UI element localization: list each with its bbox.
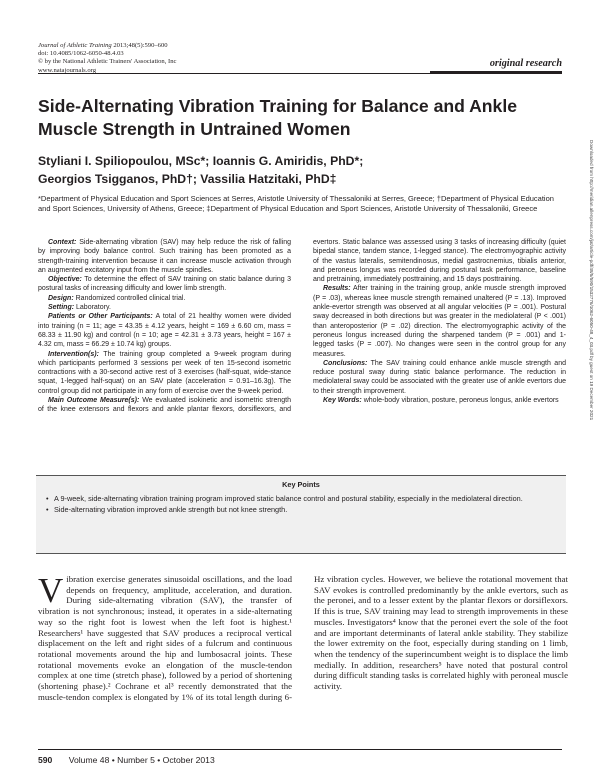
citation: 2013;48(5):590–600 xyxy=(113,42,168,49)
section-label: original research xyxy=(489,58,562,69)
abstract-design: Design: Randomized controlled clinical trial. xyxy=(48,294,186,302)
abstract-outcome: Main Outcome Measure(s): We evaluated isokinetic and isometric strength of the knee extensors and flexors and ankle plantar flexors, dorsiflexors, and evertors. Static balance was assessed using 3 tasks of increasing difficulty (quiet bipedal stance, tandem stance, 1-legged stance). The electromyographic activity of the vastus lateralis, semitendinosus, medial gastrocnemius, tibialis anterior, and peroneus longus was recorded during postural task performance, baseline and pretraining, immediately posttraining, and 15 days posttraining. xyxy=(38,239,566,414)
abstract-results: Results: After training in the training group, ankle muscle strength improved (P = .03), whereas knee muscle strength remained unaltered (P = .13). Improved ankle-evertor strength was observed at all angular velocities (P = .001). Postural sway decreased in both directions but was greater in the mediolateral (P < .001) than anteroposterior (P = .02) direction. The electromyographic activity of the peroneus longus increased during the sharpened tandem (P = .001) and 1-legged tasks (P = .007). No changes were seen in the control group for any measures. xyxy=(313,285,566,358)
download-notice[interactable]: Downloaded from http://meridian.allenpress.com/jat/article-pdf/48/5/590/1532776/1062-6050-48_4_03.pdf by guest on 19 December 2021 xyxy=(589,140,594,421)
author-line-2: Georgios Tsigganos, PhD†; Vassilia Hatzitaki, PhD‡ xyxy=(38,171,337,186)
abstract-setting: Setting: Laboratory. xyxy=(48,304,111,312)
copyright: © by the National Athletic Trainers' Association, Inc xyxy=(38,58,177,66)
header-rule-accent xyxy=(430,71,562,73)
header-rule xyxy=(38,73,562,74)
abstract-objective: Objective: To determine the effect of SAV training on static balance during 3 postural tasks of increasing difficulty and lower limb strength. xyxy=(38,276,291,293)
issue-info: Volume 48 • Number 5 • October 2013 xyxy=(68,755,215,765)
key-points-title: Key Points xyxy=(282,480,320,489)
body-paragraph: Vibration exercise generates sinusoidal oscillations, and the load depends on frequency, amplitude, acceleration, and duration. During side-alternating vibration (SAV), the transfer of vibration is not synchronous; instead, it operates in a side-alternating way so the right foot is lowest when the left foot is highest.¹ Researchers¹ have suggested that SAV produces a reciprocal vertical displacement on the left and right sides of a fulcrum and continuous rotational movements around the hip and lumbosacral joints. These rotational movements evoke an elongation of the muscle-tendon complex at one time (stretch phase), followed by a period of shortening (shortening phase).² Cochrane et al³ recently demonstrated that the muscle-tendon complex is elongated by 1% of its total length during 6-Hz vibration cycles. However, we believe the rotational movement that SAV evokes is controlled predominantly by the ankle evertors, such as the peronei, and to a lesser extent by the plantar flexors or dorsiflexors. If this is true, SAV training may lead to strength improvements in these muscles. Investigators⁴ know that the peronei evert the sole of the foot and are important determinants of lateral ankle stability. They stabilize the lower extremity on the foot, especially during standing on 1 limb, when the tendency of the superincumbent weight is to displace the limb medially. In addition, researchers⁵ have noted that postural control during difficult standing tasks is correlated highly with peroneal muscle activity. xyxy=(38,571,568,702)
abstract-context: Context: Side-alternating vibration (SAV) may help reduce the risk of falling by improving body balance control. Such training has been promoted as a strength-training intervention because it can increase muscle activation through an augmented excitatory input from the muscle spindles. xyxy=(38,239,291,274)
article-title: Side-Alternating Vibration Training for Balance and Ankle Muscle Strength in Untrained Women xyxy=(38,96,518,139)
website-link[interactable]: www.natajournals.org xyxy=(38,66,97,74)
abstract xyxy=(38,238,566,415)
key-points-box xyxy=(36,475,566,554)
footer-rule xyxy=(38,749,562,750)
affiliations: *Department of Physical Education and Sport Sciences at Serres, Aristotle University of Thessaloniki at Serres, Greece; †Department of Physical Education and Sport Sciences, University of Athens, Greece; ‡Department of Physical Education and Sport Sciences, Aristotle University of Thessaloniki, Greece xyxy=(38,194,554,214)
key-point-item: • Side-alternating vibration improved ankle strength but not knee strength. xyxy=(54,505,552,515)
abstract-patients: Patients or Other Participants: A total of 21 healthy women were divided into training (n = 11; age = 43.35 ± 4.12 years, height = 169 ± 6.60 cm, mass = 68.33 ± 11.90 kg) and control (n = 10; age = 42.31 ± 3.73 years, height = 167 ± 4.32 cm, mass = 66.29 ± 10.74 kg) groups. xyxy=(38,313,291,349)
drop-cap: V xyxy=(38,571,64,610)
key-points-list xyxy=(36,494,566,515)
journal-header xyxy=(38,42,176,75)
key-point-item: • A 9-week, side-alternating vibration training program improved static balance control and postural stability, especially in the mediolateral direction. xyxy=(54,494,552,504)
abstract-interventions: Intervention(s): The training group completed a 9-week program during which participants performed 3 sessions per week of ten 15-second isometric contractions with a 30-second active rest of 3 exercises (half-squat, wide-stance squat, 1-legged half-squat) on an SAV plate (acceleration = 0.91–16.3g). The control group did not participate in any form of exercise over the 9-week period. xyxy=(38,350,291,395)
author-list xyxy=(38,153,578,188)
journal-name: Journal of Athletic Training xyxy=(38,42,112,49)
page-number: 590 xyxy=(38,755,53,765)
page-footer xyxy=(38,755,215,765)
abstract-conclusions: Conclusions: The SAV training could enhance ankle muscle strength and reduce postural sway during static balance performance. The reduction in mediolateral sway could be associated with the greater use of ankle evertors due to their strength improvement. xyxy=(313,359,566,395)
author-line-1: Styliani I. Spiliopoulou, MSc*; Ioannis G. Amiridis, PhD*; xyxy=(38,154,364,168)
doi[interactable]: doi: 10.4085/1062-6050-48.4.03 xyxy=(38,50,124,58)
abstract-keywords: Key Words: whole-body vibration, posture, peroneus longus, ankle evertors xyxy=(323,397,559,405)
article-body xyxy=(38,571,568,702)
